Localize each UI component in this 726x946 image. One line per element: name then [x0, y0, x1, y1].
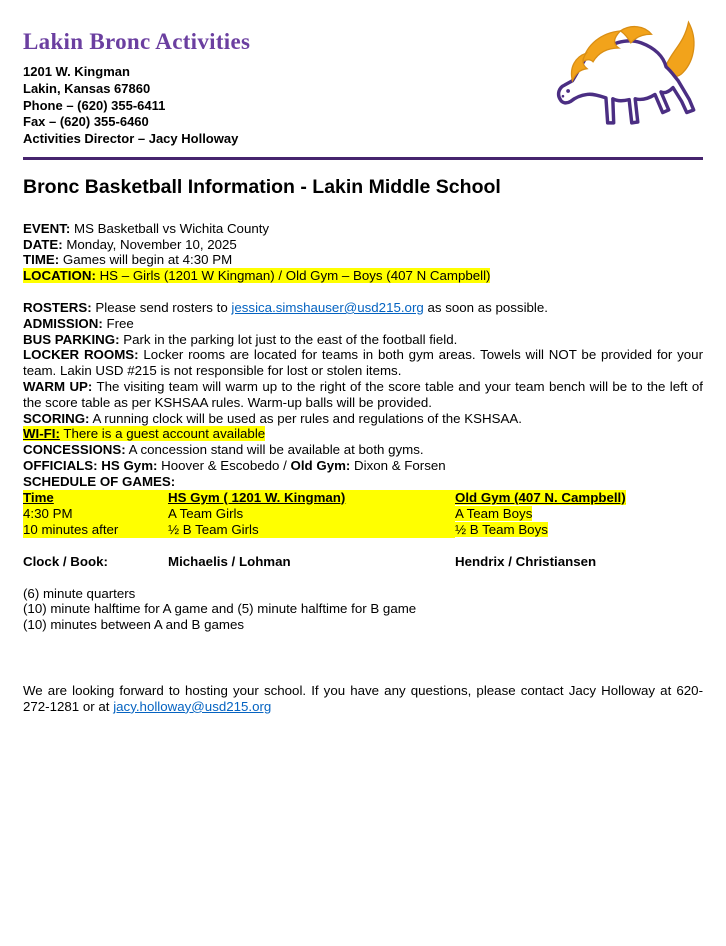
wifi-highlight	[23, 426, 265, 441]
rosters-text-post: as soon as possible.	[423, 299, 548, 315]
time-text: Games will begin at 4:30 PM	[59, 252, 233, 268]
game-timing-note: (10) minute halftime for A game and (5) minute halftime for B game	[23, 601, 417, 617]
address-line: Fax – (620) 355-6460	[23, 114, 149, 130]
wifi-label: WI-FI:	[23, 426, 60, 442]
location-highlight	[23, 268, 490, 283]
closing-paragraph	[23, 683, 703, 715]
wifi-text: There is a guest account available	[59, 426, 266, 442]
schedule-cell: ½ B Team Boys	[455, 521, 548, 537]
officials-hs-gym-text: Hoover & Escobedo /	[157, 458, 291, 474]
location-line	[23, 268, 703, 284]
address-line: Phone – (620) 355-6411	[23, 97, 166, 113]
concessions-text: A concession stand will be available at both gyms.	[125, 442, 424, 458]
clock-book-old-gym: Hendrix / Christiansen	[455, 553, 597, 569]
bus-parking-label: BUS PARKING:	[23, 331, 120, 347]
event-line	[23, 221, 703, 237]
address-line: 1201 W. Kingman	[23, 64, 130, 80]
org-name: Lakin Bronc Activities	[23, 29, 251, 54]
scoring-line	[23, 411, 703, 427]
closing-text: We are looking forward to hosting your school. If you have any questions, please contact Jacy Holloway at 620-272-1281 or at	[23, 682, 703, 714]
schedule-cell: A Team Boys	[455, 505, 533, 521]
schedule-header-time: Time	[23, 490, 168, 506]
rosters-text-pre: Please send rosters to	[91, 299, 232, 315]
game-timing-note: (6) minute quarters	[23, 585, 136, 601]
address-line: Activities Director – Jacy Holloway	[23, 130, 239, 146]
schedule-cell: ½ B Team Girls	[168, 522, 455, 538]
schedule-cell: 4:30 PM	[23, 506, 168, 522]
address-line: Lakin, Kansas 67860	[23, 80, 151, 96]
locker-rooms-paragraph	[23, 347, 703, 379]
event-text: MS Basketball vs Wichita County	[70, 220, 270, 236]
locker-rooms-label: LOCKER ROOMS:	[23, 347, 139, 363]
officials-line	[23, 458, 703, 474]
header-divider	[23, 157, 703, 160]
concessions-line	[23, 442, 703, 458]
schedule-header-old-gym: Old Gym (407 N. Campbell)	[455, 489, 626, 505]
scoring-text: A running clock will be used as per rules and regulations of the KSHSAA.	[89, 410, 522, 426]
rosters-email-link[interactable]: jessica.simshauser@usd215.org	[231, 299, 424, 315]
warm-up-label: WARM UP:	[23, 379, 93, 394]
page-title: Bronc Basketball Information - Lakin Middle School	[23, 176, 501, 199]
clock-book-label: Clock / Book:	[23, 553, 108, 569]
schedule-header-hs-gym: HS Gym ( 1201 W. Kingman)	[168, 490, 455, 506]
date-text: Monday, November 10, 2025	[62, 236, 237, 252]
bronco-logo	[538, 10, 710, 150]
location-text: HS – Girls (1201 W Kingman) / Old Gym – Boys (407 N Campbell)	[95, 268, 491, 284]
concessions-label: CONCESSIONS:	[23, 442, 126, 458]
wifi-line	[23, 426, 703, 442]
date-label: DATE:	[23, 236, 63, 252]
schedule-heading: SCHEDULE OF GAMES:	[23, 473, 176, 489]
clock-book-row	[23, 554, 703, 570]
rosters-label: ROSTERS:	[23, 299, 92, 315]
bus-parking-line	[23, 332, 703, 348]
rosters-line	[23, 300, 703, 316]
time-line	[23, 252, 703, 268]
scoring-label: SCORING:	[23, 410, 90, 426]
warm-up-paragraph	[23, 379, 703, 411]
date-line	[23, 237, 703, 253]
event-label: EVENT:	[23, 220, 71, 236]
schedule-cell: 10 minutes after	[23, 522, 168, 538]
bronco-mascot-icon	[538, 10, 710, 148]
admission-text: Free	[102, 315, 134, 331]
officials-old-gym-label: Old Gym:	[290, 458, 351, 474]
closing-email-link[interactable]: jacy.holloway@usd215.org	[113, 698, 272, 714]
clock-book-hs-gym: Michaelis / Lohman	[168, 553, 291, 569]
admission-label: ADMISSION:	[23, 315, 103, 331]
admission-line	[23, 316, 703, 332]
event-summary	[23, 221, 703, 284]
letterhead	[23, 28, 703, 147]
officials-label: OFFICIALS: HS Gym:	[23, 458, 158, 474]
schedule-table	[23, 490, 703, 538]
game-timing-notes	[23, 586, 703, 633]
officials-old-gym-text: Dixon & Forsen	[350, 458, 446, 474]
time-label: TIME:	[23, 252, 60, 268]
schedule-cell: A Team Girls	[168, 506, 455, 522]
bus-parking-text: Park in the parking lot just to the east of the football field.	[119, 331, 458, 347]
locker-rooms-text: Locker rooms are located for teams in both gym areas. Towels will NOT be provided for your team. Lakin USD #215 is not responsible for lost or stolen items.	[23, 347, 703, 379]
location-label: LOCATION:	[23, 268, 96, 284]
game-timing-note: (10) minutes between A and B games	[23, 617, 245, 633]
warm-up-text: The visiting team will warm up to the right of the score table and your team bench will be to the left of the score table as per KSHSAA rules. Warm-up balls will be provided.	[23, 379, 703, 410]
